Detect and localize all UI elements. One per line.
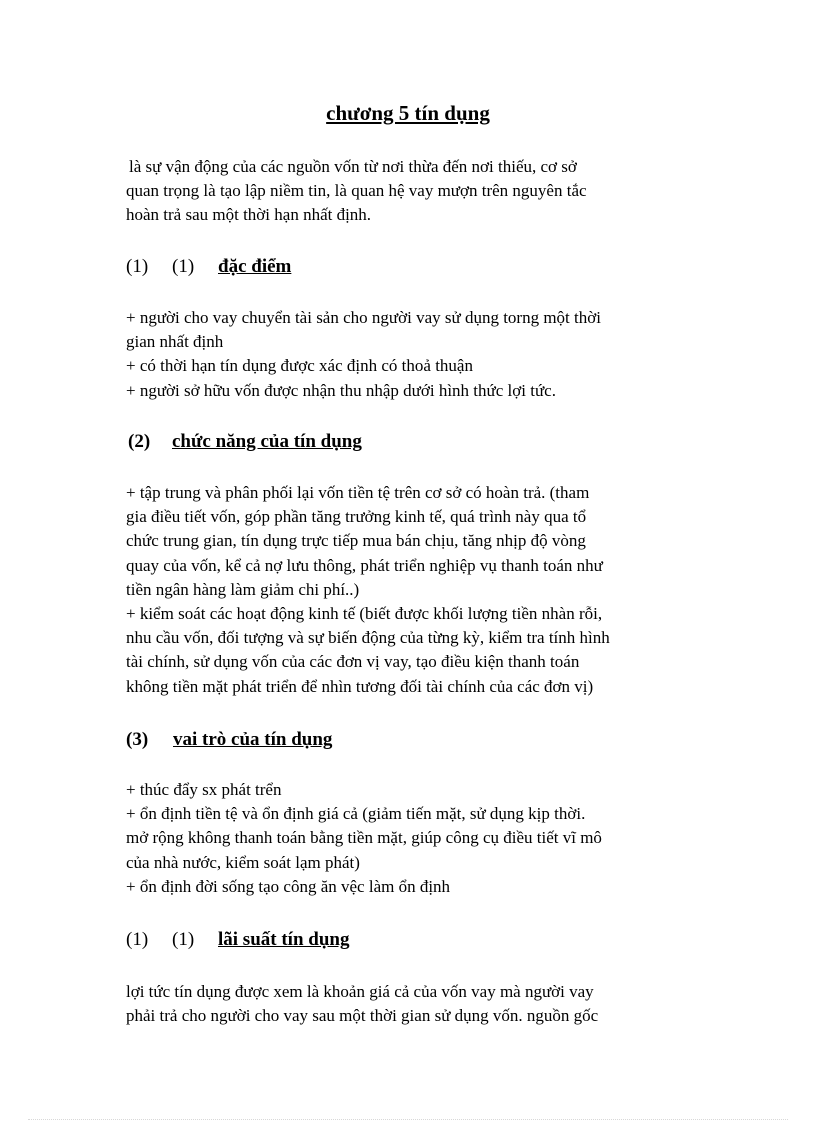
body-line: gia điều tiết vốn, góp phần tăng trưởng kinh tế, quá trình này qua tổ <box>126 507 587 527</box>
section-heading-vai-tro <box>126 729 332 751</box>
section-heading-dac-diem <box>126 256 291 278</box>
body-line: + tập trung và phân phối lại vốn tiền tệ trên cơ sở có hoàn trả. (tham <box>126 483 590 502</box>
body-line: lợi tức tín dụng được xem là khoản giá cả của vốn vay mà người vay <box>126 982 594 1001</box>
body-line: + thúc đẩy sx phát trển <box>126 780 282 799</box>
body-line: + người sở hữu vốn được nhận thu nhập dưới hình thức lợi tức. <box>126 380 556 400</box>
page-title: chương 5 tín dụng <box>326 101 490 125</box>
body-line: chức trung gian, tín dụng trực tiếp mua bán chịu, tăng nhịp độ vòng <box>126 531 586 551</box>
body-line: + người cho vay chuyển tài sản cho người vay sử dụng torng một thời <box>126 308 601 327</box>
body-line: + kiểm soát các hoạt động kinh tế (biết được khối lượng tiền nhàn rỗi, <box>126 604 603 624</box>
intro-line: là sự vận động của các nguồn vốn từ nơi thừa đến nơi thiếu, cơ sở <box>129 157 577 176</box>
body-line: gian nhất định <box>126 332 224 352</box>
body-line: phải trả cho người cho vay sau một thời gian sử dụng vốn. nguồn gốc <box>126 1006 599 1026</box>
body-line: của nhà nước, kiểm soát lạm phát) <box>126 852 360 872</box>
section-body-dac-diem <box>126 306 700 403</box>
body-line: + ổn định đời sống tạo công ăn vệc làm ổn định <box>126 876 451 896</box>
section-title: vai trò của tín dụng <box>173 729 333 750</box>
section-title: chức năng của tín dụng <box>172 431 362 452</box>
body-line: tiền ngân hàng làm giảm chi phí..) <box>126 579 360 599</box>
page-bottom-divider <box>28 1119 788 1120</box>
body-line: + có thời hạn tín dụng được xác định có thoả thuận <box>126 356 473 376</box>
intro-paragraph <box>126 155 700 228</box>
section-body-vai-tro <box>126 778 700 899</box>
intro-line: hoàn trả sau một thời hạn nhất định. <box>126 205 372 225</box>
section-number: (3) <box>126 729 149 750</box>
section-number: (1) <box>172 929 195 950</box>
section-heading-chuc-nang <box>128 431 362 453</box>
section-heading-lai-suat <box>126 929 349 951</box>
section-number: (2) <box>128 431 151 452</box>
body-line: + ổn định tiền tệ và ổn định giá cả (giảm tiến mặt, sử dụng kịp thời. <box>126 804 586 824</box>
body-line: nhu cầu vốn, đối tượng và sự biến động của từng kỳ, kiểm tra tính hình <box>126 628 610 648</box>
section-body-lai-suat <box>126 980 700 1028</box>
body-line: quay của vốn, kể cả nợ lưu thông, phát triển nghiệp vụ thanh toán như <box>126 555 603 575</box>
body-line: tài chính, sử dụng vốn của các đơn vị vay, tạo điều kiện thanh toán <box>126 652 580 672</box>
body-line: mở rộng không thanh toán bằng tiền mặt, giúp công cụ điều tiết vĩ mô <box>126 828 602 848</box>
section-number: (1) <box>126 929 149 950</box>
section-body-chuc-nang <box>126 481 700 699</box>
section-number: (1) <box>172 256 195 277</box>
intro-line: quan trọng là tạo lập niềm tin, là quan hệ vay mượn trên nguyên tắc <box>126 181 587 201</box>
section-title: đặc điểm <box>218 256 292 277</box>
section-title: lãi suất tín dụng <box>218 929 350 950</box>
body-line: không tiền mặt phát triển để nhìn tương đối tài chính của các đơn vị) <box>126 676 594 696</box>
section-number: (1) <box>126 256 149 277</box>
